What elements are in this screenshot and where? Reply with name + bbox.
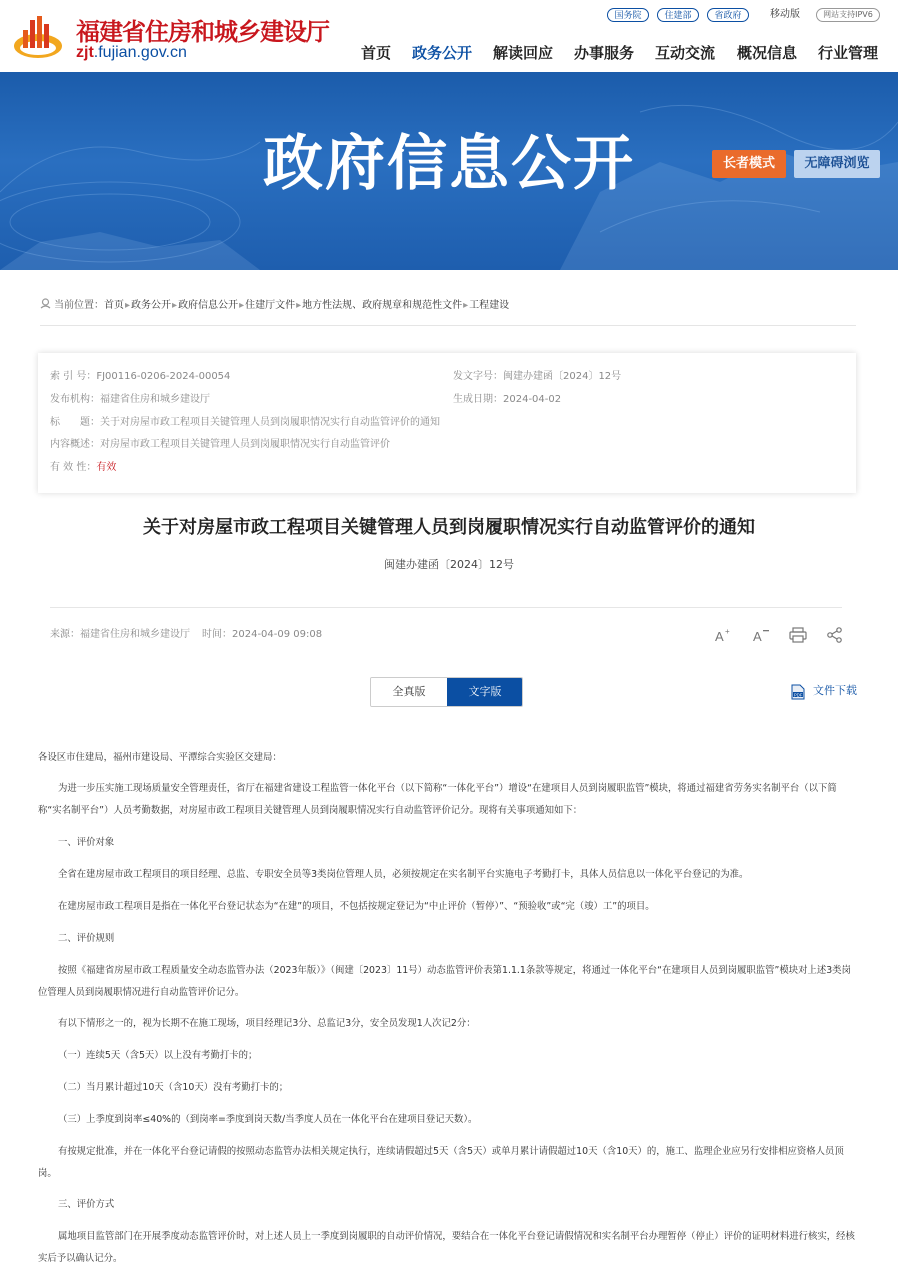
paragraph: 属地项目监管部门在开展季度动态监管评价时，对上述人员上一季度到岗履职的自动评价情况，要结合在一体化平台登记请假情况和实名制平台办理暂停（停止）评价的证明材料进行核实，经核实后予以确认记分。	[38, 1231, 855, 1264]
tab-text-version[interactable]: 文字版	[447, 678, 523, 706]
paragraph: 有按规定批准，并在一体化平台登记请假的按照动态监管办法相关规定执行，连续请假超过5天（含5天）或单月累计请假超过10天（含10天）的，施工、监理企业应另行安排相应资格人员顶岗。	[38, 1146, 844, 1179]
meta-docno	[453, 370, 621, 384]
breadcrumb-gov-affairs[interactable]: 政务公开	[131, 300, 172, 311]
meta-validity-key: 有 效 性：	[50, 462, 97, 473]
emblem-logo-icon[interactable]	[14, 12, 70, 60]
meta-docno-value: 闽建办建函〔2024〕12号	[503, 371, 622, 382]
breadcrumb-dept-files[interactable]: 住建厅文件	[245, 300, 296, 311]
paragraph: 为进一步压实施工现场质量安全管理责任，省厅在福建省建设工程监管一体化平台（以下简称“一体化平台”）增设“在建项目人员到岗履职监管”模块，将通过福建省劳务实名制平台（以下简称“实名制平台”）人员考勤数据，对房屋市政工程项目关键管理人员到岗履职情况实行自动监管评价记分。现将有关事项通知如下：	[38, 783, 837, 816]
elder-mode-button[interactable]: 长者模式	[712, 150, 786, 178]
breadcrumb-info-open[interactable]: 政府信息公开	[178, 300, 239, 311]
version-tabs	[370, 677, 523, 707]
article-source-line	[50, 628, 322, 642]
mobile-version-link[interactable]: 移动版	[770, 9, 800, 20]
svg-text:PDF: PDF	[794, 692, 803, 698]
paragraph: 按照《福建省房屋市政工程质量安全动态监管办法（2023年版）》（闽建〔2023〕11号）动态监管评价表第1.1.1条款等规定，将通过一体化平台“在建项目人员到岗履职监管”模块对上述3类岗位管理人员到岗履职情况进行自动监管评价记分。	[38, 965, 851, 998]
paragraph: 在建房屋市政工程项目是指在一体化平台登记状态为“在建”的项目，不包括按规定登记为“中止评价（暂停）”、“预验收”或“完（竣）工”的项目。	[58, 901, 655, 912]
pdf-file-icon[interactable]	[791, 684, 805, 700]
meta-publisher-key: 发布机构：	[50, 394, 100, 405]
meta-publisher	[50, 393, 210, 407]
domain-rest: .fujian.gov.cn	[93, 44, 187, 61]
paragraph: （一）连续5天（含5天）以上没有考勤打卡的；	[58, 1050, 258, 1061]
time-value: 2024-04-09 09:08	[232, 629, 323, 640]
source-value: 福建省住房和城乡建设厅	[80, 629, 190, 640]
link-state-council[interactable]: 国务院	[607, 8, 649, 22]
meta-index-value: FJ00116-0206-2024-00054	[96, 371, 231, 382]
breadcrumb-home[interactable]: 首页	[104, 300, 124, 311]
site-name[interactable]: 福建省住房和城乡建设厅	[76, 17, 329, 46]
breadcrumb-sep-icon: ▸	[463, 300, 469, 311]
meta-title-value: 关于对房屋市政工程项目关键管理人员到岗履职情况实行自动监管评价的通知	[100, 417, 440, 428]
svg-text:A: A	[715, 629, 724, 643]
file-download-link[interactable]: 文件下载	[813, 684, 857, 697]
divider	[40, 325, 856, 326]
nav-gov-affairs[interactable]: 政务公开	[412, 45, 473, 62]
nav-industry[interactable]: 行业管理	[818, 45, 879, 62]
link-mohurd[interactable]: 住建部	[657, 8, 699, 22]
meta-summary	[50, 438, 390, 452]
meta-index	[50, 370, 230, 384]
meta-docno-key: 发文字号：	[453, 371, 503, 382]
meta-date-value: 2024-04-02	[503, 394, 562, 405]
time-label: 时间：	[202, 629, 232, 640]
breadcrumb-engineering[interactable]: 工程建设	[469, 300, 510, 311]
nav-interpretation[interactable]: 解读回应	[493, 45, 554, 62]
svg-text:A: A	[753, 629, 762, 643]
breadcrumb-sep-icon: ▸	[125, 300, 131, 311]
nav-interaction[interactable]: 互动交流	[655, 45, 716, 62]
nav-home[interactable]: 首页	[361, 45, 392, 62]
print-icon[interactable]	[789, 627, 807, 643]
nav-overview[interactable]: 概况信息	[737, 45, 798, 62]
meta-summary-key: 内容概述：	[50, 439, 100, 450]
article-doc-number: 闽建办建函〔2024〕12号	[384, 558, 514, 571]
paragraph: 有以下情形之一的，视为长期不在施工现场，项目经理记3分、总监记3分，安全员发现1人次记2分：	[58, 1018, 476, 1029]
breadcrumb-sep-icon: ▸	[239, 300, 245, 311]
share-icon[interactable]	[826, 627, 844, 643]
tab-full-version[interactable]: 全真版	[371, 678, 447, 706]
font-decrease-icon[interactable]	[752, 627, 770, 643]
site-header	[0, 0, 898, 72]
meta-title-key: 标 题：	[50, 417, 100, 428]
domain-prefix: zjt	[76, 44, 94, 61]
breadcrumb	[40, 298, 509, 313]
banner-title: 政府信息公开	[263, 129, 635, 199]
paragraph: （二）当月累计超过10天（含10天）没有考勤打卡的；	[58, 1082, 289, 1093]
source-label: 来源：	[50, 629, 80, 640]
accessibility-button[interactable]: 无障碍浏览	[794, 150, 880, 178]
svg-text:+: +	[725, 627, 730, 636]
meta-title	[50, 416, 440, 430]
paragraph: 各设区市住建局，福州市建设局、平潭综合实验区交建局：	[38, 752, 282, 763]
paragraph: （三）上季度到岗率≤40%的（到岗率=季度到岗天数/当季度人员在一体化平台在建项目登记天数）。	[58, 1114, 478, 1125]
breadcrumb-label: 当前位置：	[54, 300, 104, 311]
meta-date	[453, 393, 561, 407]
nav-services[interactable]: 办事服务	[574, 45, 635, 62]
site-domain	[76, 44, 187, 62]
paragraph: 三、评价方式	[58, 1199, 115, 1210]
font-increase-icon[interactable]	[714, 627, 732, 643]
meta-publisher-value: 福建省住房和城乡建设厅	[100, 394, 210, 405]
banner	[0, 72, 898, 270]
paragraph: 全省在建房屋市政工程项目的项目经理、总监、专职安全员等3类岗位管理人员，必须按规定在实名制平台实施电子考勤打卡，具体人员信息以一体化平台登记的为准。	[58, 869, 749, 880]
meta-validity	[50, 461, 116, 475]
link-province-gov[interactable]: 省政府	[707, 8, 749, 22]
breadcrumb-sep-icon: ▸	[172, 300, 178, 311]
paragraph: 一、评价对象	[58, 837, 115, 848]
divider	[50, 607, 842, 608]
ipv6-badge: 网站支持IPV6	[816, 8, 880, 22]
article-title: 关于对房屋市政工程项目关键管理人员到岗履职情况实行自动监管评价的通知	[143, 517, 755, 538]
location-icon	[40, 298, 51, 309]
breadcrumb-sep-icon: ▸	[296, 300, 302, 311]
meta-validity-value: 有效	[96, 462, 117, 473]
meta-summary-value: 对房屋市政工程项目关键管理人员到岗履职情况实行自动监管评价	[100, 439, 390, 450]
paragraph: 二、评价规则	[58, 933, 115, 944]
meta-date-key: 生成日期：	[453, 394, 503, 405]
meta-index-key: 索 引 号：	[50, 371, 97, 382]
breadcrumb-regulations[interactable]: 地方性法规、政府规章和规范性文件	[302, 300, 463, 311]
